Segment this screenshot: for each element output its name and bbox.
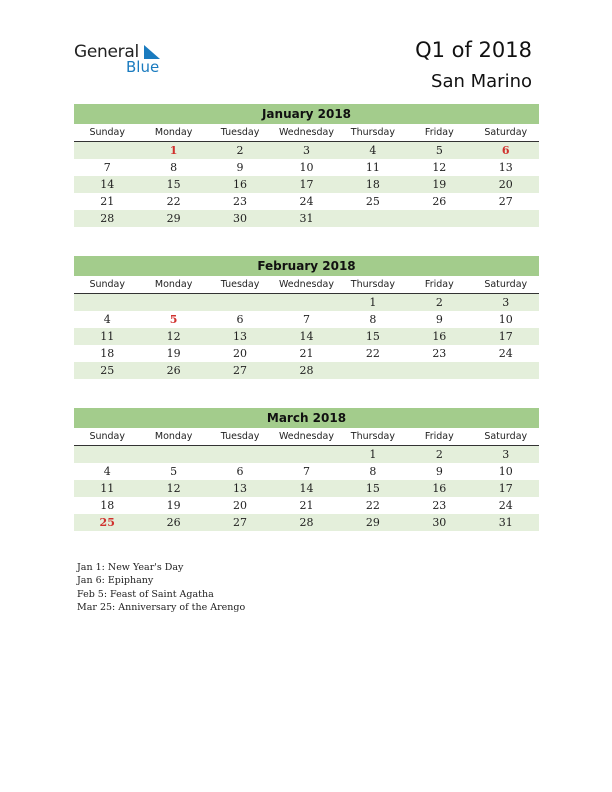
day-cell: 26: [432, 195, 447, 208]
weekday-label: Sunday: [89, 431, 125, 442]
weekday-label: Monday: [154, 431, 193, 442]
day-cell: 11: [365, 161, 380, 174]
day-cell: 24: [498, 499, 513, 512]
day-cell: 30: [432, 516, 447, 529]
day-cell: 20: [233, 347, 248, 360]
weekday-label: Thursday: [350, 279, 395, 290]
day-cell: 5: [170, 465, 178, 478]
logo-text-blue: Blue: [126, 58, 160, 76]
day-cell: 25: [365, 195, 380, 208]
empty-day-cell: [273, 294, 339, 311]
day-cell: 24: [498, 347, 513, 360]
weekday-header-row: [74, 428, 539, 446]
day-cell: 21: [299, 499, 314, 512]
empty-day-cell: [473, 362, 539, 379]
empty-day-cell: [340, 362, 406, 379]
week-row: [74, 514, 539, 531]
day-cell: 9: [435, 465, 443, 478]
day-cell: 14: [299, 482, 314, 495]
day-cell: 13: [233, 482, 248, 495]
weekday-label: Thursday: [350, 127, 395, 138]
day-cell: 17: [498, 482, 513, 495]
generalblue-logo: [74, 42, 174, 78]
week-row: [74, 294, 539, 311]
weekday-label: Wednesday: [278, 431, 334, 442]
day-cell: 10: [498, 313, 513, 326]
day-cell: 20: [233, 499, 248, 512]
day-cell: 23: [233, 195, 248, 208]
day-cell: 9: [236, 161, 244, 174]
weekday-label: Friday: [424, 127, 454, 138]
day-cell: 30: [233, 212, 248, 225]
day-cell: 12: [166, 482, 181, 495]
weekday-label: Monday: [154, 279, 193, 290]
month-header: January 2018: [74, 104, 539, 124]
empty-day-cell: [340, 210, 406, 227]
day-cell: 22: [166, 195, 181, 208]
day-cell: 28: [100, 212, 115, 225]
day-cell: 16: [432, 330, 447, 343]
holiday-note: Jan 6: Epiphany: [77, 575, 154, 587]
empty-day-cell: [140, 294, 206, 311]
day-cell: 29: [166, 212, 181, 225]
day-cell: 7: [103, 161, 111, 174]
weekday-label: Thursday: [350, 431, 395, 442]
weekday-label: Sunday: [89, 279, 125, 290]
day-cell: 8: [170, 161, 178, 174]
day-cell: 9: [435, 313, 443, 326]
holiday-note: Jan 1: New Year's Day: [77, 562, 184, 573]
holiday-note: Feb 5: Feast of Saint Agatha: [77, 588, 214, 600]
day-cell: 27: [233, 516, 248, 529]
day-cell: 8: [369, 313, 377, 326]
day-cell: 1: [369, 296, 377, 309]
day-cell: 3: [302, 144, 310, 157]
weekday-label: Friday: [424, 279, 454, 290]
month-header: March 2018: [74, 408, 539, 428]
day-cell: 16: [432, 482, 447, 495]
empty-day-cell: [74, 446, 140, 463]
day-cell: 5: [435, 144, 443, 157]
weekday-header-row: [74, 276, 539, 294]
day-cell: 20: [498, 178, 513, 191]
weekday-label: Friday: [424, 431, 454, 442]
day-cell: 15: [365, 482, 380, 495]
day-cell: 14: [100, 178, 115, 191]
day-cell: 10: [299, 161, 314, 174]
empty-day-cell: [207, 446, 273, 463]
day-cell: 21: [299, 347, 314, 360]
day-cell: 26: [166, 364, 181, 377]
empty-day-cell: [273, 446, 339, 463]
day-cell: 26: [166, 516, 181, 529]
weeks-container: [74, 294, 539, 379]
empty-day-cell: [74, 294, 140, 311]
day-cell: 31: [299, 212, 314, 225]
day-cell: 7: [302, 313, 310, 326]
day-cell: 13: [233, 330, 248, 343]
day-cell: 17: [498, 330, 513, 343]
day-cell: 3: [502, 296, 510, 309]
day-cell: 23: [432, 499, 447, 512]
day-cell: 15: [166, 178, 181, 191]
day-cell: 27: [233, 364, 248, 377]
week-row: [74, 311, 539, 328]
day-cell: 6: [236, 465, 244, 478]
day-cell: 19: [166, 499, 181, 512]
month-calendar-march: [74, 408, 539, 531]
day-cell: 18: [365, 178, 380, 191]
day-cell: 18: [100, 499, 115, 512]
day-cell: 19: [432, 178, 447, 191]
weekday-label: Saturday: [484, 279, 528, 290]
day-cell: 12: [432, 161, 447, 174]
day-cell: 11: [100, 482, 115, 495]
day-cell: 6: [236, 313, 244, 326]
day-cell: 1: [369, 448, 377, 461]
day-cell: 4: [369, 144, 377, 157]
day-cell: 8: [369, 465, 377, 478]
weekday-label: Saturday: [484, 127, 528, 138]
day-cell: 23: [432, 347, 447, 360]
weekday-label: Tuesday: [220, 279, 260, 290]
month-calendar-january: [74, 104, 539, 227]
weekday-label: Saturday: [484, 431, 528, 442]
holiday-note: Mar 25: Anniversary of the Arengo: [77, 601, 246, 613]
empty-day-cell: [207, 294, 273, 311]
day-cell: 6: [501, 144, 510, 157]
weekday-label: Tuesday: [220, 431, 260, 442]
week-row: [74, 176, 539, 193]
empty-day-cell: [406, 210, 472, 227]
day-cell: 18: [100, 347, 115, 360]
empty-day-cell: [473, 210, 539, 227]
week-row: [74, 446, 539, 463]
week-row: [74, 193, 539, 210]
day-cell: 15: [365, 330, 380, 343]
week-row: [74, 480, 539, 497]
day-cell: 22: [365, 499, 380, 512]
week-row: [74, 210, 539, 227]
month-calendar-february: [74, 256, 539, 379]
empty-day-cell: [74, 142, 140, 159]
page-title: Q1 of 2018: [415, 38, 532, 62]
holiday-notes: [77, 561, 245, 614]
day-cell: 19: [166, 347, 181, 360]
day-cell: 28: [299, 516, 314, 529]
weekday-label: Monday: [154, 127, 193, 138]
weeks-container: [74, 446, 539, 531]
day-cell: 25: [100, 364, 115, 377]
day-cell: 1: [169, 144, 178, 157]
day-cell: 17: [299, 178, 314, 191]
day-cell: 12: [166, 330, 181, 343]
day-cell: 25: [99, 516, 115, 529]
day-cell: 3: [502, 448, 510, 461]
day-cell: 2: [435, 448, 443, 461]
day-cell: 13: [498, 161, 513, 174]
weekday-header-row: [74, 124, 539, 142]
weekday-label: Tuesday: [220, 127, 260, 138]
weekday-label: Wednesday: [278, 127, 334, 138]
page-subtitle: San Marino: [431, 71, 532, 92]
day-cell: 27: [498, 195, 513, 208]
day-cell: 21: [100, 195, 115, 208]
week-row: [74, 328, 539, 345]
day-cell: 7: [302, 465, 310, 478]
week-row: [74, 142, 539, 159]
day-cell: 22: [365, 347, 380, 360]
month-header: February 2018: [74, 256, 539, 276]
day-cell: 2: [435, 296, 443, 309]
day-cell: 10: [498, 465, 513, 478]
logo-text-general: General: [74, 42, 139, 62]
day-cell: 31: [498, 516, 513, 529]
week-row: [74, 345, 539, 362]
week-row: [74, 497, 539, 514]
day-cell: 29: [365, 516, 380, 529]
day-cell: 11: [100, 330, 115, 343]
week-row: [74, 159, 539, 176]
day-cell: 28: [299, 364, 314, 377]
day-cell: 16: [233, 178, 248, 191]
day-cell: 24: [299, 195, 314, 208]
weekday-label: Sunday: [89, 127, 125, 138]
day-cell: 4: [103, 465, 111, 478]
weekday-label: Wednesday: [278, 279, 334, 290]
day-cell: 14: [299, 330, 314, 343]
weeks-container: [74, 142, 539, 227]
empty-day-cell: [406, 362, 472, 379]
day-cell: 5: [169, 313, 178, 326]
day-cell: 2: [236, 144, 244, 157]
day-cell: 4: [103, 313, 111, 326]
empty-day-cell: [140, 446, 206, 463]
week-row: [74, 463, 539, 480]
week-row: [74, 362, 539, 379]
